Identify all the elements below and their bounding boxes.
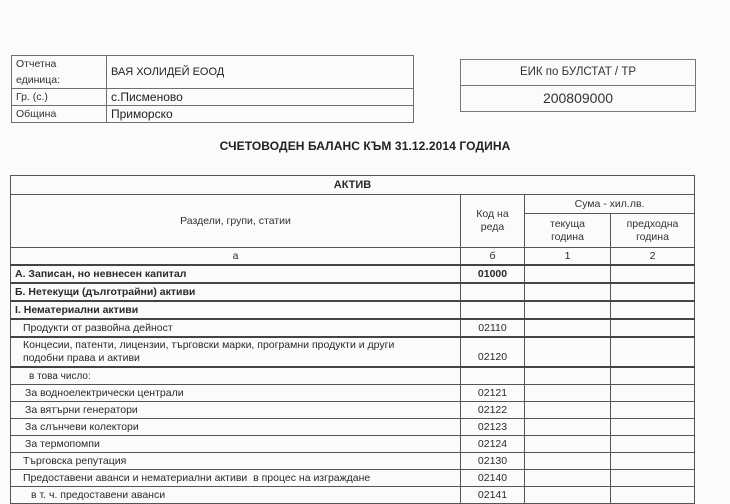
index-current: 1	[525, 248, 611, 266]
row-code: 02141	[461, 487, 525, 504]
row-label: Продукти от развойна дейност	[11, 319, 461, 337]
table-row	[11, 301, 695, 319]
index-previous: 2	[611, 248, 695, 266]
row-current-value[interactable]	[525, 385, 611, 402]
row-current-value[interactable]	[525, 402, 611, 419]
row-current-value[interactable]	[525, 319, 611, 337]
row-previous-value[interactable]	[611, 283, 695, 301]
previous-header-line1: предходна	[626, 217, 679, 230]
row-previous-value[interactable]	[611, 301, 695, 319]
row-code: 02110	[461, 319, 525, 337]
row-label: Концесии, патенти, лицензии, търговски марки, програмни продукти и други подобни права и активи	[11, 337, 461, 367]
entity-label: Отчетна единица:	[12, 56, 107, 89]
table-row	[11, 337, 695, 367]
row-label: в т. ч. предоставени аванси	[11, 487, 461, 504]
row-label: За водноелектрически централи	[11, 385, 461, 402]
row-code	[461, 367, 525, 385]
code-header-line2: реда	[480, 221, 505, 233]
row-label: За слънчеви колектори	[11, 419, 461, 436]
municipality-label: Община	[12, 106, 107, 123]
row-current-value[interactable]	[525, 301, 611, 319]
table-row	[11, 402, 695, 419]
row-label: I. Нематериални активи	[11, 301, 461, 319]
table-row	[11, 453, 695, 470]
town-label: Гр. (с.)	[12, 89, 107, 106]
index-code: б	[461, 248, 525, 266]
row-label: Б. Нетекущи (дълготрайни) активи	[11, 283, 461, 301]
code-column-header	[461, 195, 525, 248]
row-code: 02122	[461, 402, 525, 419]
current-year-header	[525, 214, 611, 248]
municipality-row	[12, 106, 414, 123]
row-current-value[interactable]	[525, 453, 611, 470]
row-code: 02121	[461, 385, 525, 402]
table-row	[11, 265, 695, 283]
row-code: 02124	[461, 436, 525, 453]
row-current-value[interactable]	[525, 487, 611, 504]
table-row	[11, 470, 695, 487]
table-row	[11, 367, 695, 385]
row-previous-value[interactable]	[611, 487, 695, 504]
row-current-value[interactable]	[525, 470, 611, 487]
index-row	[11, 248, 695, 266]
amount-group-header: Сума - хил.лв.	[525, 195, 695, 214]
previous-year-header	[611, 214, 695, 248]
eik-box	[460, 59, 696, 112]
row-previous-value[interactable]	[611, 470, 695, 487]
row-current-value[interactable]	[525, 265, 611, 283]
table-row	[11, 319, 695, 337]
row-current-value[interactable]	[525, 436, 611, 453]
town-value: с.Писменово	[107, 89, 414, 106]
entity-value: ВАЯ ХОЛИДЕЙ ЕООД	[107, 56, 414, 89]
previous-header-line2: година	[636, 230, 669, 243]
row-previous-value[interactable]	[611, 419, 695, 436]
balance-sheet-table	[10, 175, 695, 504]
row-previous-value[interactable]	[611, 385, 695, 402]
row-label: За вятърни генератори	[11, 402, 461, 419]
row-previous-value[interactable]	[611, 436, 695, 453]
row-code: 01000	[461, 265, 525, 283]
eik-label: ЕИК по БУЛСТАТ / ТР	[461, 60, 695, 86]
table-row	[11, 487, 695, 504]
table-row	[11, 436, 695, 453]
row-code	[461, 301, 525, 319]
row-label: в това число:	[11, 367, 461, 385]
row-previous-value[interactable]	[611, 265, 695, 283]
row-current-value[interactable]	[525, 419, 611, 436]
table-row	[11, 385, 695, 402]
entity-row	[12, 56, 414, 89]
row-previous-value[interactable]	[611, 402, 695, 419]
section-title: АКТИВ	[11, 176, 695, 195]
row-previous-value[interactable]	[611, 319, 695, 337]
row-label: Търговска репутация	[11, 453, 461, 470]
row-label: Предоставени аванси и нематериални активи в процес на изграждане	[11, 470, 461, 487]
row-current-value[interactable]	[525, 337, 611, 367]
row-code: 02123	[461, 419, 525, 436]
row-previous-value[interactable]	[611, 337, 695, 367]
document-title: СЧЕТОВОДЕН БАЛАНС КЪМ 31.12.2014 ГОДИНА	[219, 139, 511, 153]
row-code: 02130	[461, 453, 525, 470]
row-code	[461, 283, 525, 301]
row-current-value[interactable]	[525, 367, 611, 385]
row-label: За термопомпи	[11, 436, 461, 453]
section-header-row	[11, 176, 695, 195]
current-header-line1: текуща	[550, 217, 585, 230]
town-row	[12, 89, 414, 106]
municipality-value: Приморско	[107, 106, 414, 123]
code-header-line1: Код на	[476, 208, 509, 220]
row-label: А. Записан, но невнесен капитал	[11, 265, 461, 283]
row-code: 02140	[461, 470, 525, 487]
table-row	[11, 283, 695, 301]
reporting-entity-table	[11, 55, 414, 123]
row-previous-value[interactable]	[611, 367, 695, 385]
row-previous-value[interactable]	[611, 453, 695, 470]
sections-column-header: Раздели, групи, статии	[11, 195, 461, 248]
index-a: а	[11, 248, 461, 266]
eik-value: 200809000	[542, 90, 614, 106]
table-row	[11, 419, 695, 436]
column-header-row	[11, 195, 695, 214]
current-header-line2: година	[551, 230, 584, 243]
row-code: 02120	[461, 337, 525, 367]
row-current-value[interactable]	[525, 283, 611, 301]
